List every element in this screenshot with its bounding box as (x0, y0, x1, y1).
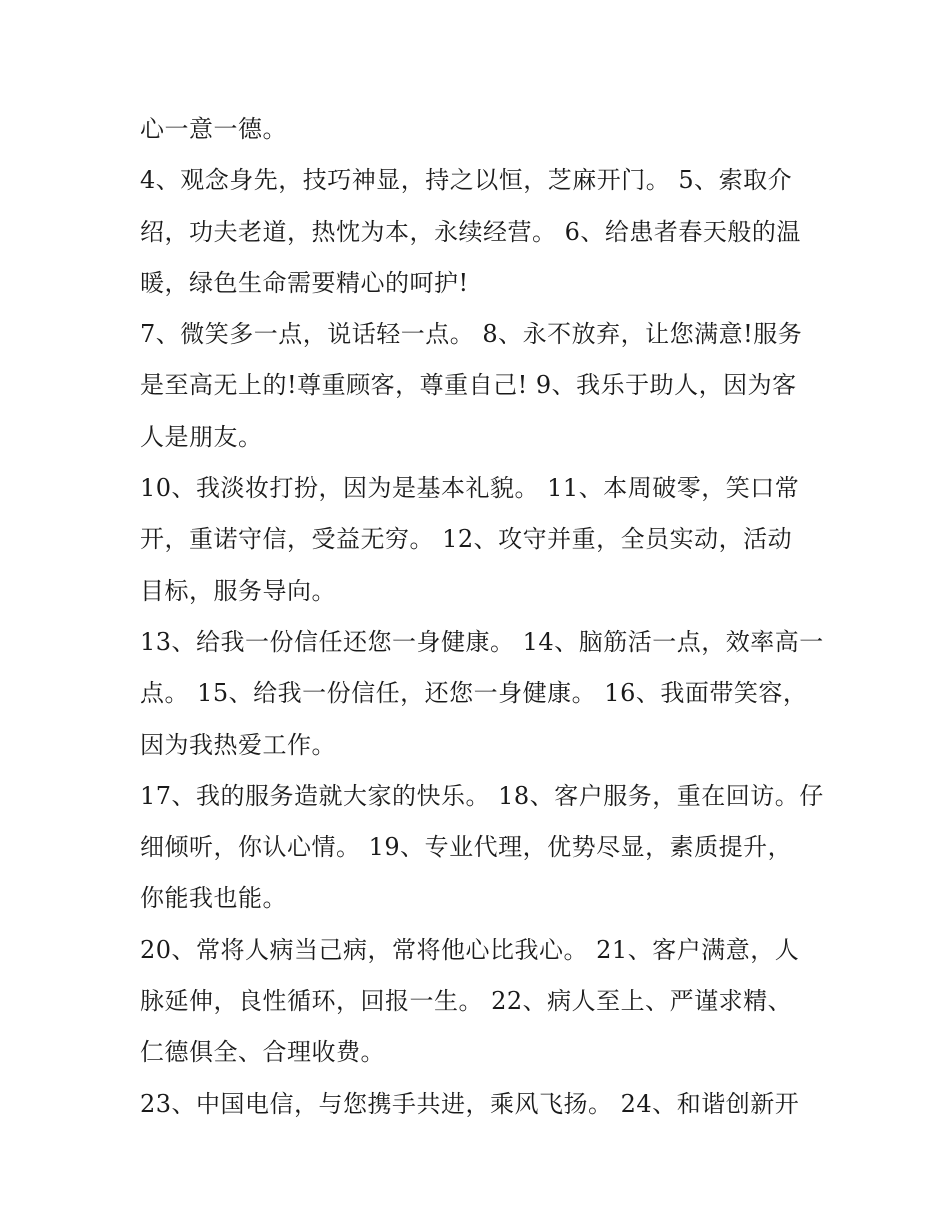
text-line: 目标，服务导向。 (140, 576, 336, 605)
text-line: 人是朋友。 (140, 422, 263, 451)
text-line: 10、我淡妆打扮，因为是基本礼貌。 11、本周破零，笑口常 (140, 474, 800, 503)
text-line: 开，重诺守信，受益无穷。 12、攻守并重，全员实动，活动 (140, 525, 793, 554)
text-line: 因为我热爱工作。 (140, 730, 336, 759)
text-line: 脉延伸，良性循环，回报一生。 22、病人至上、严谨求精、 (140, 987, 793, 1016)
text-line: 4、观念身先，技巧神显，持之以恒，芝麻开门。 5、索取介 (140, 166, 793, 195)
text-line: 17、我的服务造就大家的快乐。 18、客户服务，重在回访。仔 (140, 781, 824, 810)
text-line: 13、给我一份信任还您一身健康。 14、脑筋活一点，效率高一 (140, 627, 824, 656)
text-line: 20、常将人病当己病，常将他心比我心。 21、客户满意，人 (140, 935, 800, 964)
document-body (140, 104, 824, 1130)
text-line: 绍，功夫老道，热忱为本，永续经营。 6、给患者春天般的温 (140, 217, 801, 246)
text-line: 23、中国电信，与您携手共进，乘风飞扬。 24、和谐创新开 (140, 1089, 800, 1118)
text-line: 心一意一德。 (140, 115, 287, 143)
text-line: 是至高无上的!尊重顾客，尊重自己! 9、我乐于助人，因为客 (140, 371, 797, 400)
text-line: 点。 15、给我一份信任，还您一身健康。 16、我面带笑容， (140, 679, 808, 708)
text-line: 暖，绿色生命需要精心的呵护! (140, 268, 469, 297)
text-line: 7、微笑多一点，说话轻一点。 8、永不放弃，让您满意!服务 (140, 320, 803, 349)
text-line: 细倾听，你认心情。 19、专业代理，优势尽显，素质提升， (140, 833, 793, 862)
text-line: 你能我也能。 (140, 884, 287, 913)
text-line: 仁德俱全、合理收费。 (140, 1038, 385, 1067)
